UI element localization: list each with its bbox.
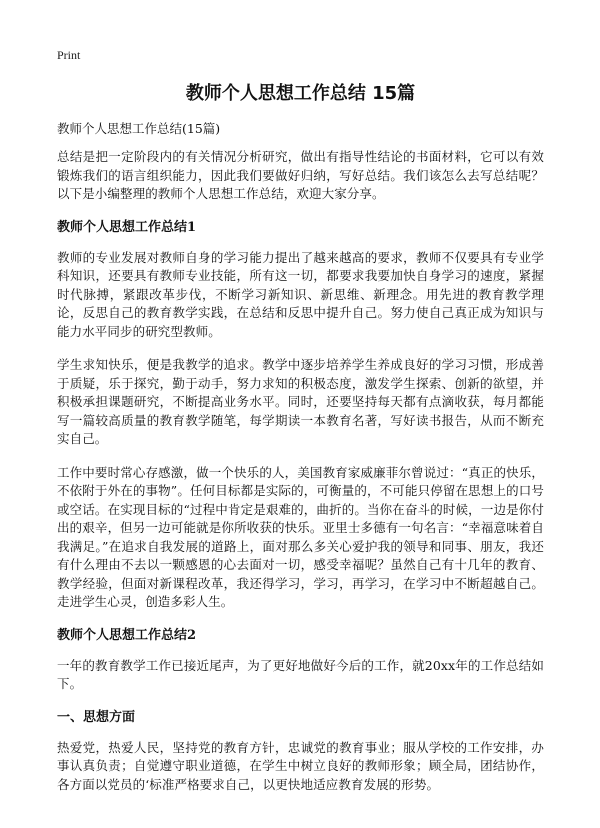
page-title: 教师个人思想工作总结 15篇 <box>185 83 416 104</box>
section-3-paragraph-1: 热爱党，热爱人民，坚持党的教育方针，忠诚党的教育事业；服从学校的工作安排，办事认真负责；自觉遵守职业道德，在学生中树立良好的教师形象；顾全局，团结协作，各方面以党员的‘标准严格要求自己，以更快地适应教育发展的形势。 <box>57 739 544 792</box>
section-1-paragraph-1: 教师的专业发展对教师自身的学习能力提出了越来越高的要求，教师不仅要具有专业学科知识，还要具有教师专业技能，所有这一切，都要求我要加快自身学习的速度，紧握时代脉搏，紧跟改革步伐，不断学习新知识、新思维、新理念。用先进的教育教学理论，反思自己的教育教学实践，在总结和反思中提升自己。努力使自己真正成为知识与能力水平同步的研究型教师。 <box>57 249 544 339</box>
print-link[interactable]: Print <box>57 48 81 62</box>
section-heading-3: 一、思想方面 <box>57 709 136 725</box>
section-2-paragraph-1: 一年的教育教学工作已接近尾声，为了更好地做好今后的工作，就20xx年的工作总结如下。 <box>57 657 544 691</box>
intro-paragraph: 总结是把一定阶段内的有关情况分析研究，做出有指导性结论的书面材料，它可以有效锻炼我们的语言组织能力，因此我们要做好归纳，写好总结。我们该怎么去写总结呢？以下是小编整理的教师个人思想工作总结，欢迎大家分享。 <box>57 149 544 201</box>
section-1-paragraph-3: 工作中要时常心存感激，做一个快乐的人，美国教育家威廉菲尔曾说过：“真正的快乐，不依附于外在的事物”。任何目标都是实际的，可衡量的，不可能只停留在思想上的口号或空话。在实现目标的“过程中肯定是艰难的，曲折的。当你在奋斗的时候，一边是你付出的艰辛，但另一边可能就是你所收获的快乐。亚里士多德有一句名言：“幸福意味着自我满足。”在追求自我发展的道路上，面对那么多关心爱护我的领导和同事、朋友，我还有什么理由不去以一颗感恩的心去面对一切，感受幸福呢？虽然自己有十几年的教育、教学经验，但面对新课程改革，我还得学习，学习，再学习，在学习中不断超越自己。走进学生心灵，创造多彩人生。 <box>57 464 544 609</box>
section-heading-1: 教师个人思想工作总结1 <box>57 219 197 235</box>
section-1-paragraph-2: 学生求知快乐，便是我教学的追求。教学中逐步培养学生养成良好的学习习惯，形成善于质疑，乐于探究，勤于动手，努力求知的积极态度，激发学生探索、创新的欲望，并积极承担课题研究，不断提高业务水平。同时，还要坚持每天都有点滴收获，每月都能写一篇较高质量的教育教学随笔，每学期读一本教育名著，写好读书报告，从而不断充实自己。 <box>57 357 544 446</box>
section-heading-2: 教师个人思想工作总结2 <box>57 627 197 643</box>
document-subtitle: 教师个人思想工作总结(15篇) <box>57 121 221 136</box>
